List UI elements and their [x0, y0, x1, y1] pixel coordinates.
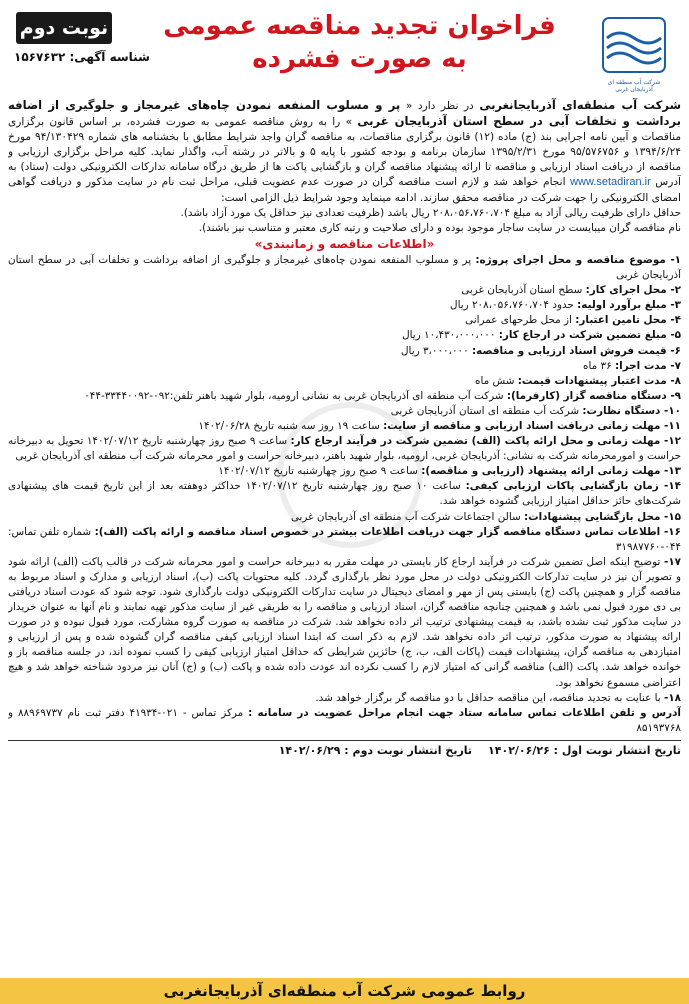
item-text: ساعت ۱۰ صبح روز چهارشنبه تاریخ ۱۴۰۲/۰۷/۱۲ حداکثر دوهفته بعد از این تاریخ قیمت های پیشنهادی شرکت‌های حائز حداقل امتیاز ارزیابی گشوده خواهد شد. [8, 480, 681, 508]
ad-number: شناسه آگهی: ۱۵۶۷۶۳۲ [14, 50, 150, 64]
footer-public-relations: روابط عمومی شرکت آب منطقه‌ای آذربایجانغربی [0, 978, 689, 1004]
item-text: شش ماه [475, 374, 515, 387]
item-text: ۳،۰۰۰،۰۰۰ ریال [401, 344, 469, 357]
intro-subject: پر و مسلوب المنفعه نمودن چاه‌های غیرمجاز و جلوگیری از اضافه برداشت و تخلفات آبی در سطح استان آذربایجان غربی [8, 98, 681, 129]
divider [8, 740, 681, 741]
item-label: ۱۸- [663, 691, 681, 704]
item-text: ساعت ۹ صبح روز چهارشنبه تاریخ ۱۴۰۲/۰۷/۱۲ تحویل به دبیرخانه حراست و امورمحرمانه شرکت به نشانی: آذربایجان غربی، ارومیه، بلوار شهید باهنر، دبیرخانه حراست و امور محرمانه شرکت آب منطقه ای آذربایجان غربی [8, 435, 681, 463]
page-title [148, 10, 571, 75]
intro-part-1: در نظر دارد « [405, 100, 474, 112]
item-label: ۱۴- زمان بازگشایی پاکات ارزیابی کیفی: [465, 480, 681, 493]
title-line-1: فراخوان تجدید مناقصه عمومی [163, 11, 556, 41]
notice-body [8, 98, 681, 758]
item-label: ۴- محل تامین اعتبار: [575, 314, 681, 327]
list-item [8, 510, 681, 525]
list-item [8, 374, 681, 389]
item-label: ۱۶- اطلاعات تماس دستگاه مناقصه گزار جهت دریافت اطلاعات بیشتر در خصوص اسناد مناقصه و ارائه پاکت (الف): [94, 525, 681, 538]
item-text: شماره تلفن تماس: ۰۴۴-۳۱۹۸۷۷۶۰ [8, 525, 681, 553]
item-label: ۱۷- [663, 555, 681, 568]
item-label: ۱۰- دستگاه نظارت: [582, 404, 681, 417]
intro-org: شرکت آب منطقه‌ای آذربایجانغربی [479, 98, 681, 112]
item-label: ۱۳- مهلت زمانی ارائه پیشنهاد (ارزیابی و مناقصه): [421, 465, 681, 478]
item-text: ساعت ۱۹ روز سه شنبه تاریخ ۱۴۰۲/۰۶/۲۸ [198, 419, 380, 432]
intro-paragraph [8, 98, 681, 206]
item-label: ۳- مبلغ برآورد اولیه: [577, 299, 681, 312]
item-text: سطح استان آذربایجان غربی [461, 284, 583, 297]
item-label: ۲- محل اجرای کار: [585, 284, 681, 297]
item-label: ۵- مبلغ تضمین شرکت در ارجاع کار: [498, 329, 681, 342]
contact-label: آدرس و تلفن اطلاعات تماس سامانه ستاد جهت انجام مراحل عضویت در سامانه : [248, 706, 681, 719]
water-wave-logo-icon [597, 14, 671, 76]
setad-contact [8, 706, 681, 736]
list-item [8, 419, 681, 434]
item-text: شرکت آب منطقه ای استان آذربایجان غربی [390, 404, 580, 417]
item-text: ساعت ۹ صبح روز چهارشنبه تاریخ ۱۴۰۲/۰۷/۱۲ [218, 465, 418, 478]
list-item [8, 389, 681, 404]
item-text: شرکت آب منطقه ای آذربایجان غربی به نشانی ارومیه، بلوار شهید باهنر تلفن:۰۹۲-۳۳۴۴۰۰۹۲-۰۴۴ [84, 389, 504, 402]
item-text: پر و مسلوب المنفعه نمودن چاه‌های غیرمجاز و جلوگیری از اضافه برداشت و تخلفات آبی در سطح استان آذربایجان غربی [8, 253, 681, 282]
item-text: ۱۰،۴۳۰،۰۰۰،۰۰۰ ریال [402, 329, 496, 342]
intro-part-2: » را به روش مناقصه عمومی به صورت فشرده، بر اساس قانون برگزاری مناقصات و آیین نامه اجرایی بند (ج) ماده (۱۲) قانون برگزاری مناقصات، به مناقصه گران واجد شرایط مطابق با بخشنامه های شماره ۹۴/۱۳۰۴۲۹ مورخ ۱۳۹۴/۶/۲۴ و ۹۵/۵۷۶۷۵۶ مورخ ۱۳۹۵/۲/۳۱ سازمان برنامه و بودجه کشور با پایه ۵ و بالاتر در رشته آب، واگذار نماید. کلیه مراحل برگزاری ارزیابی و مناقصه از دریافت اسناد ارزیابی و مناقصه تا ارائه پیشنهاد مناقصه گران و بازگشایی پاکت ها از طریق درگاه سامانه تدارکات الکترونیکی دولت (ستاد) به آدرس [8, 116, 681, 189]
item-label: ۹- دستگاه مناقصه گزار (کارفرما): [506, 389, 681, 402]
intro-part-3: انجام خواهد شد و لازم است مناقصه گران در صورت عدم عضویت قبلی، مراحل ثبت نام در سایت مذکور و دریافت گواهی امضای الکترونیکی را جهت شرکت در مناقصه محقق سازند. ادامه مینماید وجود شرایط ذیل الزامی است: [8, 176, 681, 204]
title-line-2: به صورت فشرده [252, 43, 467, 74]
item-text: سالن اجتماعات شرکت آب منطقه ای آذربایجان غربی [290, 510, 521, 523]
item-text: ۳۶ ماه [583, 359, 612, 372]
second-publication-date: تاریخ انتشار نوبت دوم : ۱۴۰۲/۰۶/۲۹ [278, 743, 473, 757]
item-text: حدود ۲۰۸،۰۵۶،۷۶۰،۷۰۴ ریال [450, 299, 574, 312]
info-section-title: «اطلاعات مناقصه و زمانبندی» [254, 236, 435, 251]
item-label: ۱۲- مهلت زمانی و محل ارائه پاکت (الف) تضمین شرکت در فرآیند ارجاع کار: [290, 435, 681, 448]
list-item [8, 359, 681, 374]
publication-dates [8, 743, 681, 758]
item-label: ۷- مدت اجرا: [615, 359, 681, 372]
list-item [8, 253, 681, 283]
logo-org-text: شرکت آب منطقه ای آذربایجان غربی [607, 79, 661, 93]
list-item [8, 464, 681, 479]
list-item [8, 328, 681, 343]
list-item [8, 313, 681, 328]
contact-text: مرکز تماس - ۰۲۱-۴۱۹۳۴ دفتر ثبت نام ۸۸۹۶۹۷۳۷ و ۸۵۱۹۳۷۶۸ [8, 706, 681, 734]
org-logo [597, 14, 671, 94]
item-text: با عنایت به تجدید مناقصه، این مناقصه حداقل با دو مناقصه گر برگزار خواهد شد. [315, 691, 661, 704]
list-item [8, 479, 681, 509]
item-text: از محل طرحهای عمرانی [465, 314, 572, 327]
item-label: ۱۱- مهلت زمانی دریافت اسناد ارزیابی و مناقصه از سایت: [383, 419, 681, 432]
list-item [8, 298, 681, 313]
item-label: ۸- مدت اعتبار پیشنهادات قیمت: [517, 374, 681, 387]
item-label: ۱- موضوع مناقصه و محل اجرای پروژه: [475, 253, 681, 266]
item-label: ۶- قیمت فروش اسناد ارزیابی و مناقصه: [472, 344, 681, 357]
list-item [8, 283, 681, 298]
publication-round-badge: نوبت دوم [16, 12, 112, 44]
item-text: توضیح اینکه اصل تضمین شرکت در فرآیند ارجاع کار بایستی در مهلت مقرر به دبیرخانه حراست و امور محرمانه شرکت در قالب پاکت (الف) ارائه شود و تصویر آن نیز در سایت تدارکات الکترونیکی دولت در محل مورد نظر بارگذاری گردد. کلیه محتویات پاکت (ب)، اسناد ارزیابی و مدارک و اسناد مربوط به مناقصه گزار و همچنین پاکت (ج) بایستی پس از مهر و امضای دیجیتال در سایت تدارکات الکترونیکی دولت بارگذاری شود. توجه شود که عودت اسناد دریافتی بی دی مورد قبول نمی باشد و همچنین چنانچه مناقصه گران، اسناد ارزیابی و مناقصه را به طریقی غیر از سایت مذکور تهیه نمایند و نام آنها به عنوان خریدار در سایت مذکور ثبت نشده باشد، به قیمت پیشنهادی ترتیب اثر داده نخواهد شد. شرکت در مناقصه به صورت گروه مشارکت، مورد قبول نبوده و در صورت ارائه پیشنهاد به صورت مذکور، ترتیب اثر داده نخواهد شد. لازم به ذکر است که ابتدا اسناد ارزیابی کیفی مناقصه گران گشوده شده و پس از ارزیابی و امتیازدهی به مناقصه گران، پیشنهادات قیمت (پاکات الف، ب، ج) حائزین شرایطی که حداقل امتیاز ارزیابی کیفی را کسب نموده اند، در جلسه مناقصه باز و خوانده خواهد شد. پاکت (الف) مناقصه گرانی که امتیاز لازم را کسب نکرده اند عودت داده شده و پاکت (ب) و (ج) آنان نیز مردود شناخته خواهد شد و هیچ اعتراضی مسموع نخواهد بود. [8, 555, 681, 689]
list-item [8, 344, 681, 359]
requirement-1: حداقل دارای ظرفیت ریالی آزاد به مبلغ ۲۰۸،۰۵۶،۷۶۰،۷۰۴ ریال باشد (ظرفیت تعدادی نیز حداقل یک مورد آزاد باشد). [180, 206, 681, 219]
header [8, 6, 681, 98]
list-item [8, 404, 681, 419]
requirement-2: نام مناقصه گران میبایست در سایت ساجار موجود بوده و دارای صلاحیت و رتبه کاری معتبر و متناسب نیز باشند). [198, 221, 681, 234]
item-label: ۱۵- محل بازگشایی پیشنهادات: [524, 510, 681, 523]
tender-items-list [8, 253, 681, 706]
list-item [8, 434, 681, 464]
setad-link[interactable]: www.setadiran.ir [570, 176, 651, 189]
list-item [8, 555, 681, 691]
first-publication-date: تاریخ انتشار نوبت اول : ۱۴۰۲/۰۶/۲۶ [488, 743, 681, 757]
list-item [8, 691, 681, 706]
list-item [8, 525, 681, 555]
